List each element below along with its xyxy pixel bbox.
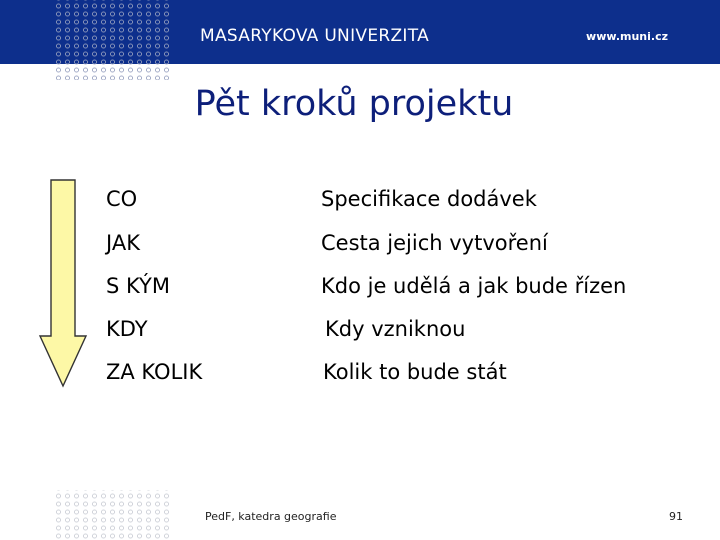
down-arrow-icon [38, 178, 88, 390]
page-number: 91 [669, 510, 683, 523]
step-key-jak: JAK [106, 231, 140, 255]
step-desc-jak: Cesta jejich vytvoření [321, 231, 548, 255]
step-key-kdy: KDY [106, 317, 148, 341]
step-key-s-kym: S KÝM [106, 274, 170, 298]
footer-text: PedF, katedra geografie [205, 510, 337, 523]
step-desc-za-kolik: Kolik to bude stát [323, 360, 507, 384]
step-desc-co: Specifikace dodávek [321, 187, 537, 211]
university-name: MASARYKOVA UNIVERZITA [200, 26, 430, 46]
step-desc-kdy: Kdy vzniknou [325, 317, 466, 341]
step-key-za-kolik: ZA KOLIK [106, 360, 203, 384]
step-desc-s-kym: Kdo je udělá a jak bude řízen [321, 274, 627, 298]
website-link[interactable]: www.muni.cz [586, 30, 668, 43]
step-key-co: CO [106, 187, 138, 211]
slide-title: Pět kroků projektu [194, 84, 514, 124]
dot-grid-decoration [52, 490, 170, 540]
header-bar [0, 0, 720, 64]
dot-grid-logo [52, 0, 170, 80]
